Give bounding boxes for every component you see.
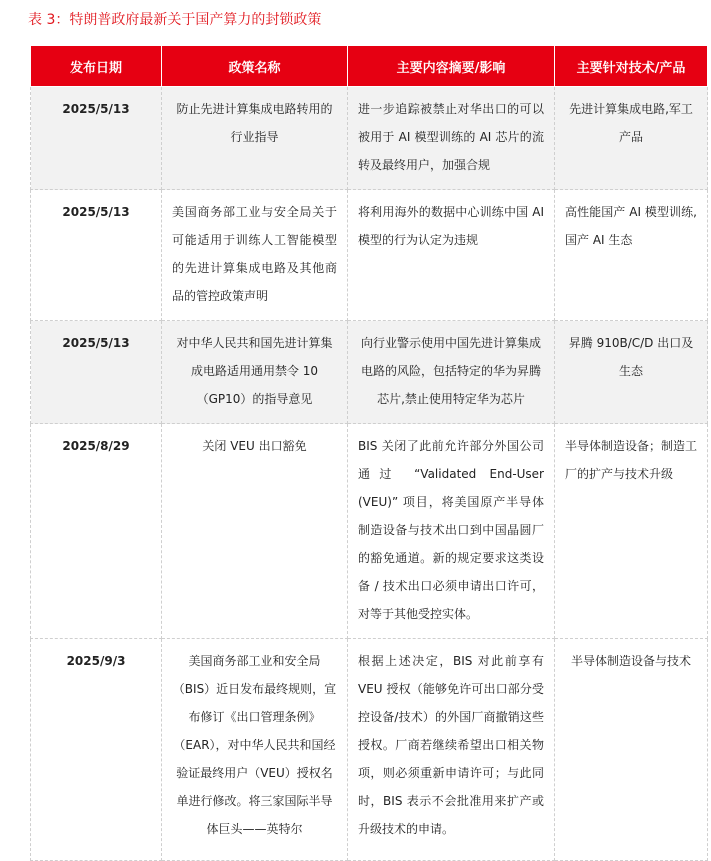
row-target: 半导体制造设备与技术 [555,639,708,861]
row-date: 2025/5/13 [31,190,162,321]
row-summary: 向行业警示使用中国先进计算集成电路的风险，包括特定的华为昇腾芯片,禁止使用特定华为芯片 [348,321,555,424]
header-policy-name: 政策名称 [162,46,348,87]
table-row [31,190,708,321]
row-policy-name: 美国商务部工业与安全局关于可能适用于训练人工智能模型的先进计算集成电路及其他商品的管控政策声明 [162,190,348,321]
header-summary: 主要内容摘要/影响 [348,46,555,87]
table-row [31,87,708,190]
row-policy-name: 美国商务部工业和安全局（BIS）近日发布最终规则，宣布修订《出口管理条例》（EAR），对中华人民共和国经验证最终用户（VEU）授权名单进行修改。将三家国际半导体巨头——英特尔 [162,639,348,861]
row-summary: BIS 关闭了此前允许部分外国公司通过 “Validated End-User (VEU)” 项目，将美国原产半导体制造设备与技术出口到中国晶圆厂的豁免通道。新的规定要求这类设备 / 技术出口必须申请出口许可，对等于其他受控实体。 [348,424,555,639]
table-row [31,321,708,424]
policy-table [30,45,708,861]
row-target: 半导体制造设备；制造工厂的扩产与技术升级 [555,424,708,639]
row-policy-name: 防止先进计算集成电路转用的行业指导 [162,87,348,190]
row-target: 昇腾 910B/C/D 出口及生态 [555,321,708,424]
row-policy-name: 对中华人民共和国先进计算集成电路适用通用禁令 10（GP10）的指导意见 [162,321,348,424]
table-title: 表 3：特朗普政府最新关于国产算力的封锁政策 [28,12,322,28]
header-target: 主要针对技术/产品 [555,46,708,87]
table-row [31,424,708,639]
row-summary: 进一步追踪被禁止对华出口的可以被用于 AI 模型训练的 AI 芯片的流转及最终用户，加强合规 [348,87,555,190]
row-summary: 根据上述决定，BIS 对此前享有 VEU 授权（能够免许可出口部分受控设备/技术）的外国厂商撤销这些授权。厂商若继续希望出口相关物项，则必须重新申请许可；与此同时，BIS 表示不会批准用来扩产或升级技术的申请。 [348,639,555,861]
row-date: 2025/8/29 [31,424,162,639]
header-row [31,46,708,87]
row-date: 2025/5/13 [31,87,162,190]
row-target: 高性能国产 AI 模型训练,国产 AI 生态 [555,190,708,321]
table-row [31,639,708,861]
row-date: 2025/9/3 [31,639,162,861]
row-summary: 将利用海外的数据中心训练中国 AI 模型的行为认定为违规 [348,190,555,321]
header-date: 发布日期 [31,46,162,87]
row-target: 先进计算集成电路,军工产品 [555,87,708,190]
row-date: 2025/5/13 [31,321,162,424]
row-policy-name: 关闭 VEU 出口豁免 [162,424,348,639]
